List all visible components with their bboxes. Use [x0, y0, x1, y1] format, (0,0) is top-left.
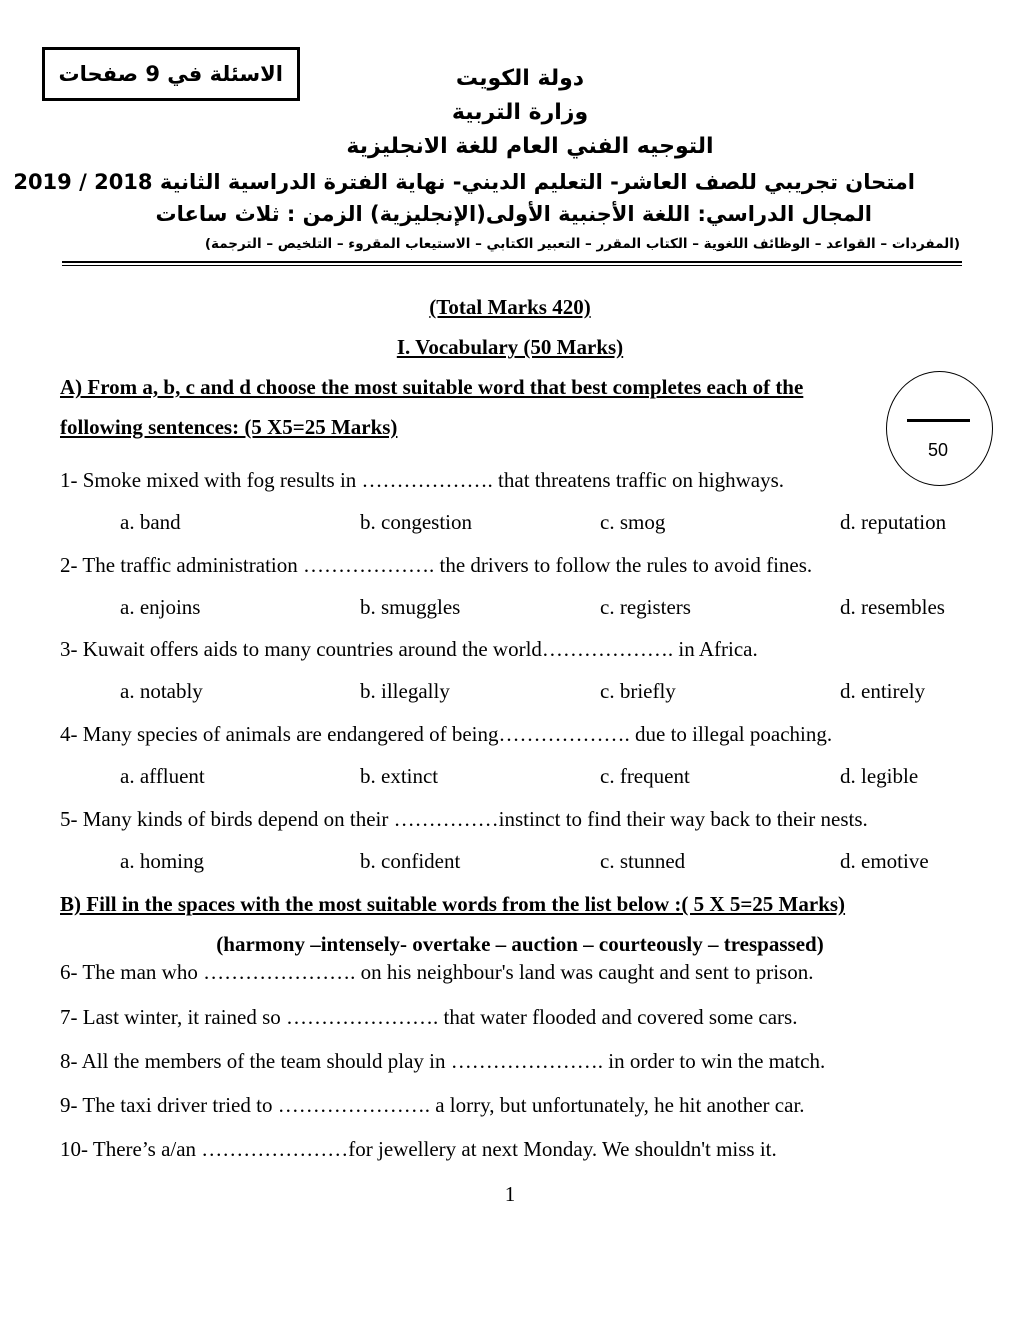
- answer-option: a. homing: [120, 849, 204, 873]
- answer-option: a. enjoins: [120, 595, 201, 619]
- header-divider-thin: [62, 265, 962, 266]
- part-a-question-3: 3- Kuwait offers aids to many countries around the world………………. in Africa.: [60, 637, 758, 661]
- answer-option: c. registers: [600, 595, 691, 619]
- department-name: التوجيه الفني العام للغة الانجليزية: [346, 134, 714, 159]
- answer-option: b. congestion: [360, 510, 472, 534]
- ministry-name: وزارة التربية: [451, 100, 589, 125]
- answer-option: c. frequent: [600, 764, 690, 788]
- answer-option: d. emotive: [840, 849, 929, 873]
- answer-option: b. extinct: [360, 764, 439, 788]
- answer-option: d. reputation: [840, 510, 947, 534]
- total-marks: (Total Marks 420): [429, 295, 591, 319]
- part-b-heading: B) Fill in the spaces with the most suitable words from the list below :( 5 X 5=25 Marks): [60, 892, 846, 916]
- part-a-question-4: 4- Many species of animals are endangered of being………………. due to illegal poaching.: [60, 722, 833, 746]
- score-total: 50: [928, 440, 949, 460]
- answer-option: d. resembles: [840, 595, 945, 619]
- part-b-question-8: 8- All the members of the team should play in …………………. in order to win the match.: [60, 1049, 826, 1073]
- answer-option: a. affluent: [120, 764, 205, 788]
- part-b-question-9: 9- The taxi driver tried to …………………. a lorry, but unfortunately, he hit another car.: [60, 1093, 805, 1117]
- answer-option: b. smuggles: [360, 595, 461, 619]
- state-name: دولة الكويت: [455, 66, 585, 91]
- part-a-question-5: 5- Many kinds of birds depend on their ……………instinct to find their way back to their nests.: [60, 807, 868, 831]
- answer-option: c. smog: [600, 510, 666, 534]
- part-b-question-7: 7- Last winter, it rained so …………………. that water flooded and covered some cars.: [60, 1005, 798, 1029]
- header-divider: [62, 261, 962, 263]
- section-title: I. Vocabulary (50 Marks): [396, 335, 624, 359]
- word-list: (harmony –intensely- overtake – auction – courteously – trespassed): [216, 932, 824, 956]
- subject-time: المجال الدراسي: اللغة الأجنبية الأولى(الإنجليزية) الزمن : ثلاث ساعات: [155, 202, 872, 226]
- exam-sections: (المفردات – القواعد – الوظائف اللغوية – الكتاب المقرر – التعبير الكتابي – الاستيعاب المقروء – التلخيص – الترجمة): [204, 236, 960, 252]
- pages-note: الاسئلة في 9 صفحات: [58, 62, 283, 86]
- part-a-question-1: 1- Smoke mixed with fog results in ………………. that threatens traffic on highways.: [60, 468, 784, 492]
- answer-option: d. legible: [840, 764, 919, 788]
- part-a-question-2: 2- The traffic administration ………………. the drivers to follow the rules to avoid fines.: [60, 553, 813, 577]
- page-number: 1: [504, 1182, 516, 1206]
- score-circle: [886, 371, 993, 486]
- answer-option: b. confident: [360, 849, 461, 873]
- score-blank-line: [907, 419, 970, 422]
- exam-title: امتحان تجريبي للصف العاشر- التعليم الديني- نهاية الفترة الدراسية الثانية 2018 / 2019: [13, 170, 915, 194]
- part-a-heading-2: following sentences: (5 X5=25 Marks): [60, 415, 398, 439]
- part-b-question-6: 6- The man who …………………. on his neighbour's land was caught and sent to prison.: [60, 960, 814, 984]
- pages-note-box: [42, 47, 300, 101]
- answer-option: b. illegally: [360, 679, 450, 703]
- part-b-question-10: 10- There’s a/an …………………for jewellery at next Monday. We shouldn't miss it.: [60, 1137, 777, 1161]
- answer-option: c. stunned: [600, 849, 686, 873]
- answer-option: a. notably: [120, 679, 203, 703]
- answer-option: c. briefly: [600, 679, 676, 703]
- answer-option: d. entirely: [840, 679, 926, 703]
- answer-option: a. band: [120, 510, 181, 534]
- part-a-heading-1: A) From a, b, c and d choose the most suitable word that best completes each of the: [60, 375, 804, 399]
